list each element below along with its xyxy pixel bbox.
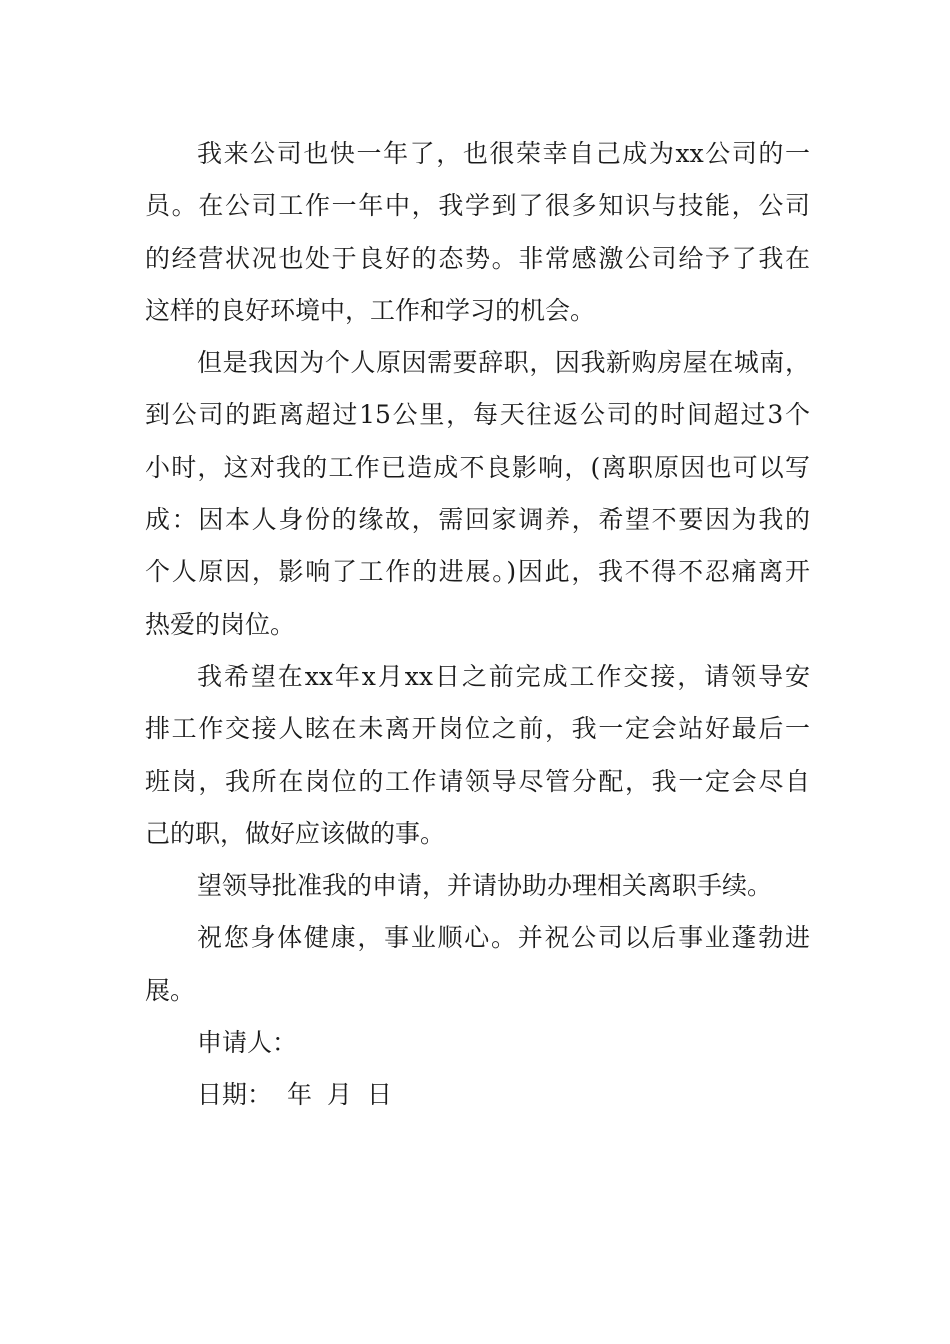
applicant-label: 申请人： (197, 1028, 298, 1058)
paragraph-2 (145, 337, 810, 651)
letter-body (145, 128, 810, 1122)
date-label: 日期： (197, 1080, 273, 1110)
paragraph-line: 成：因本人身份的缘故，需回家调养，希望不要因为我的 (145, 505, 810, 535)
paragraph-4 (145, 860, 810, 912)
paragraph-3 (145, 651, 810, 860)
paragraph-1 (145, 128, 810, 337)
paragraph-line: 展。 (145, 975, 196, 1005)
paragraph-line: 到公司的距离超过15公里，每天往返公司的时间超过3个 (145, 400, 810, 430)
paragraph-line: 小时，这对我的工作已造成不良影响，(离职原因也可以写 (145, 452, 810, 482)
paragraph-line: 排工作交接人眩在未离开岗位之前，我一定会站好最后一 (145, 714, 810, 744)
paragraph-line: 个人原因，影响了工作的进展。)因此，我不得不忍痛离开 (145, 557, 810, 587)
date-year: 年 (287, 1080, 313, 1110)
paragraph-line: 但是我因为个人原因需要辞职，因我新购房屋在城南， (197, 348, 810, 378)
paragraph-line: 我希望在xx年x月xx日之前完成工作交接，请领导安 (197, 661, 810, 691)
paragraph-line: 我来公司也快一年了，也很荣幸自己成为xx公司的一 (197, 139, 810, 168)
paragraph-line: 望领导批准我的申请，并请协助办理相关离职手续。 (197, 871, 773, 901)
paragraph-line: 班岗，我所在岗位的工作请领导尽管分配，我一定会尽自 (145, 766, 810, 796)
paragraph-line: 祝您身体健康，事业顺心。并祝公司以后事业蓬勃进 (197, 923, 810, 953)
paragraph-line: 的经营状况也处于良好的态势。非常感激公司给予了我在 (145, 243, 810, 273)
signature-block (145, 1017, 810, 1122)
paragraph-line: 这样的良好环境中，工作和学习的机会。 (145, 295, 596, 325)
paragraph-line: 热爱的岗位。 (145, 609, 296, 639)
date-month: 月 (327, 1080, 353, 1110)
paragraph-5 (145, 912, 810, 1017)
paragraph-line: 己的职，做好应该做的事。 (145, 818, 446, 848)
date-line (145, 1069, 810, 1121)
date-day: 日 (367, 1080, 393, 1110)
paragraph-line: 员。在公司工作一年中，我学到了很多知识与技能，公司 (145, 191, 810, 221)
